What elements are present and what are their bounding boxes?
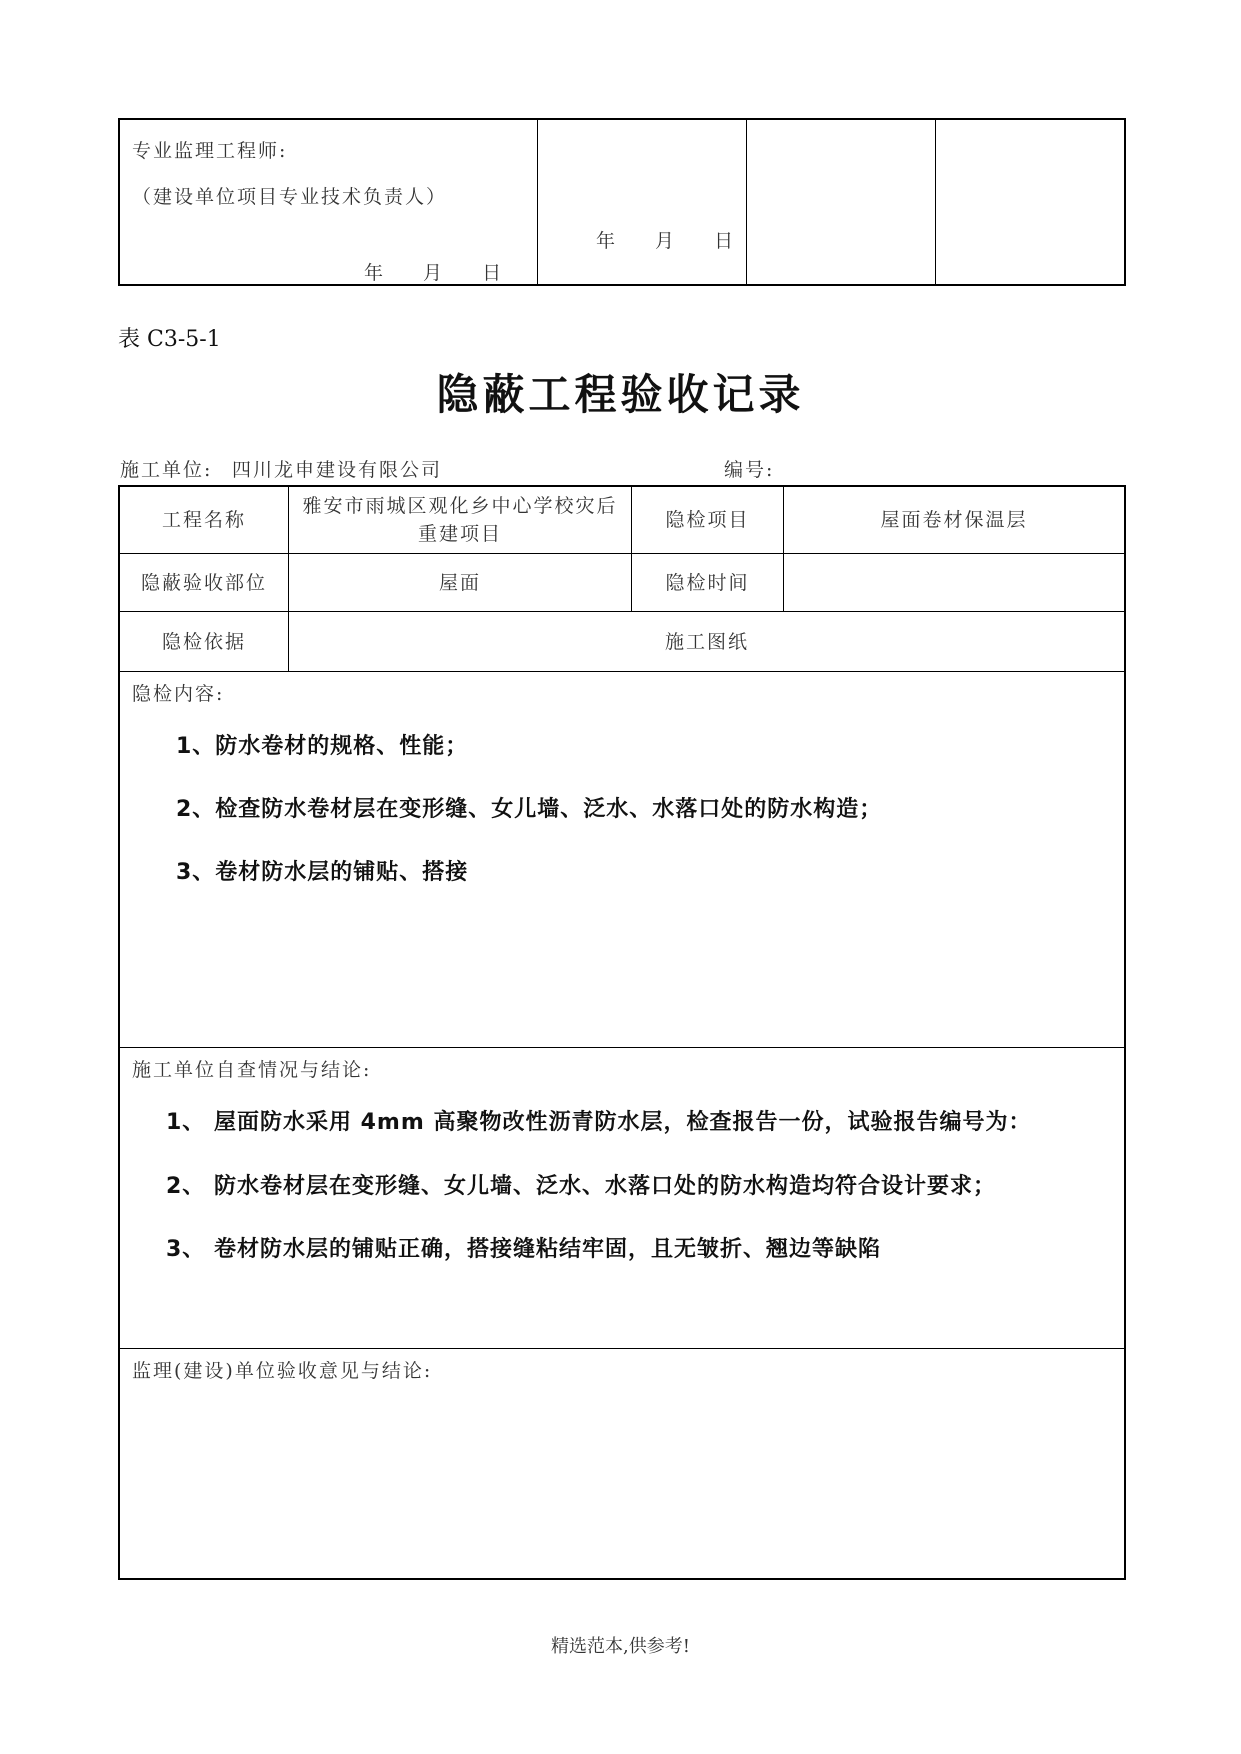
content-item: 1、防水卷材的规格、性能； [176, 734, 469, 759]
page-title: 隐蔽工程验收记录 [436, 370, 805, 419]
table-divider [746, 120, 747, 284]
table-divider [120, 1047, 1124, 1048]
self-check-label: 施工单位自查情况与结论: [132, 1059, 372, 1081]
location-value: 屋面 [438, 571, 481, 594]
self-check-item: 3、 卷材防水层的铺贴正确，搭接缝粘结牢固，且无皱折、翘边等缺陷 [166, 1237, 881, 1262]
table-divider [120, 1348, 1124, 1349]
table-divider [935, 120, 936, 284]
supervision-label: 监理(建设)单位验收意见与结论: [132, 1360, 433, 1382]
self-check-item: 2、 防水卷材层在变形缝、女儿墙、泛水、水落口处的防水构造均符合设计要求； [166, 1174, 996, 1199]
table-code: 表 C3-5-1 [118, 327, 221, 352]
record-table [118, 485, 1126, 1580]
inspect-item-label: 隐检项目 [665, 509, 750, 531]
time-label: 隐检时间 [665, 571, 750, 594]
signoff-table [118, 118, 1126, 286]
basis-value: 施工图纸 [664, 630, 749, 653]
basis-label: 隐检依据 [161, 630, 246, 653]
self-check-item: 1、 屋面防水采用 4mm 高聚物改性沥青防水层，检查报告一份，试验报告编号为： [166, 1110, 1032, 1135]
content-item: 3、卷材防水层的铺贴、搭接 [176, 860, 469, 885]
inspect-item-value: 屋面卷材保温层 [880, 509, 1028, 531]
date-mid: 年 月 日 [596, 230, 734, 252]
footer-note: 精选范本,供参考! [551, 1636, 690, 1657]
time-value [784, 554, 1124, 611]
contractor-label: 施工单位: [120, 459, 213, 481]
project-name-label: 工程名称 [161, 509, 246, 531]
serial-label: 编号: [724, 459, 775, 481]
date-left: 年 月 日 [364, 262, 502, 284]
contractor-value: 四川龙申建设有限公司 [232, 459, 443, 481]
content-item: 2、检查防水卷材层在变形缝、女儿墙、泛水、水落口处的防水构造； [176, 797, 883, 822]
owner-label: （建设单位项目专业技术负责人） [132, 186, 448, 208]
content-label: 隐检内容: [132, 683, 225, 705]
table-divider [537, 120, 538, 284]
location-label: 隐蔽验收部位 [140, 571, 267, 594]
table-divider [288, 487, 289, 671]
table-divider [120, 671, 1124, 672]
engineer-label: 专业监理工程师: [132, 140, 288, 162]
project-name-value: 雅安市雨城区观化乡中心学校灾后重建项目 [302, 495, 618, 545]
